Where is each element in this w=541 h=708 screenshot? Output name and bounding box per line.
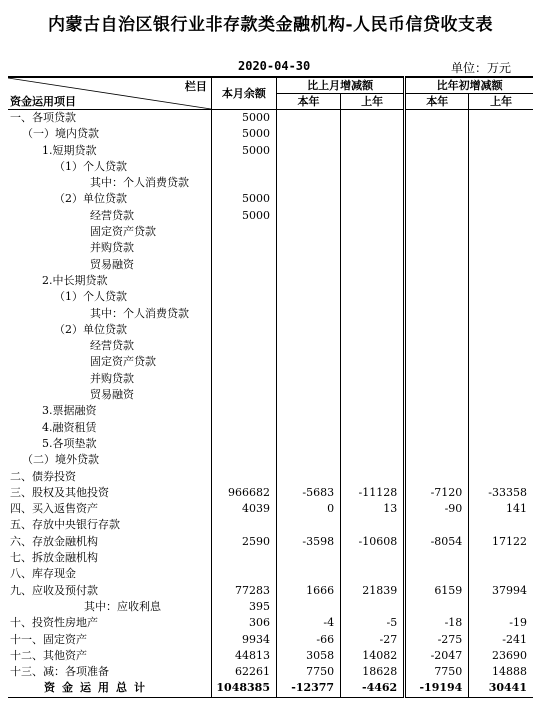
table-row [8, 599, 533, 615]
mom-last-year-cell [341, 110, 405, 127]
row-label: 其中：应收利息 [84, 599, 161, 613]
ytd-this-year-cell [405, 517, 469, 533]
table-row [8, 175, 533, 191]
ytd-last-year-cell [469, 517, 533, 533]
table-row [8, 566, 533, 582]
balance-cell: 9934 [211, 632, 276, 648]
table-row [8, 534, 533, 550]
ytd-last-year-cell: 17122 [469, 534, 533, 550]
mom-last-year-cell: -11128 [341, 485, 405, 501]
ytd-this-year-cell: -19194 [405, 680, 469, 697]
balance-cell [211, 517, 276, 533]
table-row [8, 403, 533, 419]
table-row [8, 387, 533, 403]
ytd-this-year-cell [405, 257, 469, 273]
mom-last-year-cell [341, 420, 405, 436]
mom-this-year-cell: 3058 [276, 648, 340, 664]
balance-cell [211, 273, 276, 289]
ytd-last-year-cell [469, 469, 533, 485]
corner-top-label: 栏目 [184, 80, 207, 93]
ytd-this-year-cell: -275 [405, 632, 469, 648]
mom-last-year-cell [341, 387, 405, 403]
mom-this-year-cell [276, 550, 340, 566]
ytd-this-year-cell [405, 110, 469, 127]
mom-last-year-cell [341, 599, 405, 615]
mom-last-year-cell [341, 159, 405, 175]
ytd-last-year-cell: -19 [469, 615, 533, 631]
mom-this-year-cell: 1666 [276, 583, 340, 599]
balance-cell [211, 322, 276, 338]
mom-this-year-cell [276, 403, 340, 419]
corner-header [8, 77, 211, 110]
row-label: 其中：个人消费贷款 [90, 306, 189, 320]
mom-this-year-cell [276, 436, 340, 452]
ytd-last-year-cell: 30441 [469, 680, 533, 697]
balance-cell [211, 469, 276, 485]
mom-this-year-cell [276, 159, 340, 175]
mom-last-year-cell [341, 224, 405, 240]
mom-this-year-cell [276, 371, 340, 387]
row-label: 三、股权及其他投资 [10, 485, 109, 499]
balance-cell: 4039 [211, 501, 276, 517]
ytd-this-year-cell: 7750 [405, 664, 469, 680]
ytd-last-year-cell [469, 322, 533, 338]
table-body [8, 110, 533, 698]
row-label: 十、投资性房地产 [10, 616, 98, 630]
ytd-this-year-cell [405, 126, 469, 142]
row-label: 九、应收及预付款 [10, 583, 98, 597]
mom-last-year-cell: 14082 [341, 648, 405, 664]
report-table [8, 76, 533, 698]
ytd-this-year-cell [405, 306, 469, 322]
table-row [8, 224, 533, 240]
row-label: （1）个人贷款 [54, 159, 127, 173]
row-label: 固定资产贷款 [90, 355, 156, 369]
row-label: 贸易融资 [90, 257, 134, 271]
row-label: 其中：个人消费贷款 [90, 176, 189, 190]
ytd-last-year-cell [469, 273, 533, 289]
mom-last-year-cell [341, 354, 405, 370]
mom-this-year-cell [276, 273, 340, 289]
mom-last-year-cell [341, 338, 405, 354]
table-row [8, 289, 533, 305]
ytd-last-year-cell [469, 289, 533, 305]
mom-last-year-cell [341, 371, 405, 387]
row-label: 十一、固定资产 [10, 632, 87, 646]
report-title: 内蒙古自治区银行业非存款类金融机构-人民币信贷收支表 [47, 15, 494, 35]
mom-last-year-cell: -4462 [341, 680, 405, 697]
table-row [8, 306, 533, 322]
balance-cell [211, 338, 276, 354]
mom-last-year-cell [341, 517, 405, 533]
total-row [8, 680, 533, 697]
balance-cell [211, 306, 276, 322]
row-label: 1.短期贷款 [42, 143, 97, 157]
ytd-this-year-cell [405, 387, 469, 403]
ytd-this-year-cell [405, 469, 469, 485]
balance-cell: 5000 [211, 143, 276, 159]
ytd-last-year-cell [469, 208, 533, 224]
row-label: 经营贷款 [90, 339, 134, 353]
mom-this-year-cell [276, 387, 340, 403]
table-row [8, 632, 533, 648]
mom-last-year-cell [341, 322, 405, 338]
ytd-last-year-cell [469, 599, 533, 615]
table-row [8, 420, 533, 436]
row-label: 六、存放金融机构 [10, 534, 98, 548]
row-label: 七、拆放金融机构 [10, 551, 98, 565]
mom-this-year-cell [276, 257, 340, 273]
mom-this-year-cell [276, 175, 340, 191]
ytd-this-year-cell [405, 289, 469, 305]
mom-last-year-cell [341, 550, 405, 566]
ytd-this-year-cell [405, 599, 469, 615]
ytd-this-year-cell: -2047 [405, 648, 469, 664]
table-row [8, 208, 533, 224]
balance-cell: 62261 [211, 664, 276, 680]
mom-this-year-cell [276, 338, 340, 354]
ytd-last-year-cell: -241 [469, 632, 533, 648]
balance-cell [211, 257, 276, 273]
table-row [8, 615, 533, 631]
balance-cell: 2590 [211, 534, 276, 550]
ytd-last-year-cell [469, 306, 533, 322]
ytd-last-year-cell [469, 354, 533, 370]
row-label: （一）境内贷款 [22, 127, 99, 141]
table-row [8, 583, 533, 599]
total-label: 资金运用总计 [8, 680, 211, 697]
row-label: 2.中长期贷款 [42, 273, 108, 287]
ytd-this-year-cell [405, 566, 469, 582]
mom-this-year-cell: -3598 [276, 534, 340, 550]
balance-cell: 5000 [211, 110, 276, 127]
table-row [8, 501, 533, 517]
mom-last-year-cell [341, 175, 405, 191]
table-row [8, 240, 533, 256]
mom-last-year-cell [341, 436, 405, 452]
mom-this-year-cell: -4 [276, 615, 340, 631]
table-row [8, 257, 533, 273]
row-label: 并购贷款 [90, 371, 134, 385]
row-label: 并购贷款 [90, 241, 134, 255]
row-label: 一、各项贷款 [10, 111, 76, 124]
ytd-last-year-cell: 37994 [469, 583, 533, 599]
mom-this-year-cell [276, 143, 340, 159]
ytd-this-year-cell [405, 436, 469, 452]
table-row [8, 436, 533, 452]
ytd-last-year-cell [469, 126, 533, 142]
table-row [8, 273, 533, 289]
row-label: 3.票据融资 [42, 404, 97, 418]
balance-cell [211, 159, 276, 175]
ytd-this-year-cell: 6159 [405, 583, 469, 599]
row-label: 固定资产贷款 [90, 225, 156, 239]
balance-cell [211, 175, 276, 191]
row-label: 五、存放中央银行存款 [10, 518, 120, 532]
ytd-this-year-cell [405, 208, 469, 224]
balance-cell: 44813 [211, 648, 276, 664]
ytd-last-year-cell: -33358 [469, 485, 533, 501]
mom-this-year-cell [276, 452, 340, 468]
mom-last-year-cell [341, 403, 405, 419]
balance-cell [211, 354, 276, 370]
mom-last-year-cell [341, 257, 405, 273]
balance-cell [211, 566, 276, 582]
table-row [8, 517, 533, 533]
balance-cell: 5000 [211, 191, 276, 207]
unit-label: 单位：万元 [450, 61, 511, 75]
ytd-last-year-cell [469, 143, 533, 159]
balance-cell [211, 371, 276, 387]
mom-this-year-cell: -5683 [276, 485, 340, 501]
ytd-this-year-cell [405, 550, 469, 566]
row-label: 八、库存现金 [10, 567, 76, 581]
ytd-last-year-cell: 14888 [469, 664, 533, 680]
balance-cell: 77283 [211, 583, 276, 599]
ytd-last-year-cell [469, 566, 533, 582]
ytd-this-year-cell [405, 354, 469, 370]
table-row [8, 338, 533, 354]
balance-cell [211, 224, 276, 240]
mom-this-year-cell [276, 599, 340, 615]
report-table-wrap [8, 76, 533, 698]
row-label: 十三、减：各项准备 [10, 665, 109, 679]
ytd-this-year-cell [405, 338, 469, 354]
table-row [8, 550, 533, 566]
mom-this-year-cell [276, 191, 340, 207]
group1-header: 比上月增减额 [276, 77, 404, 94]
mom-last-year-cell [341, 126, 405, 142]
table-row [8, 322, 533, 338]
ytd-last-year-cell [469, 338, 533, 354]
ytd-this-year-cell [405, 175, 469, 191]
mom-last-year-cell: 13 [341, 501, 405, 517]
ytd-this-year-cell: -8054 [405, 534, 469, 550]
g1-this-year-header: 本年 [276, 94, 340, 110]
row-label: （1）个人贷款 [54, 290, 127, 304]
col-balance-header: 本月余额 [211, 77, 276, 110]
mom-this-year-cell: -66 [276, 632, 340, 648]
mom-last-year-cell [341, 208, 405, 224]
ytd-this-year-cell [405, 371, 469, 387]
mom-last-year-cell [341, 273, 405, 289]
ytd-last-year-cell [469, 420, 533, 436]
mom-this-year-cell: 0 [276, 501, 340, 517]
balance-cell: 5000 [211, 126, 276, 142]
table-row [8, 485, 533, 501]
mom-this-year-cell [276, 289, 340, 305]
balance-cell [211, 550, 276, 566]
row-label: （二）境外贷款 [22, 453, 99, 467]
table-row [8, 159, 533, 175]
row-label: 二、债券投资 [10, 469, 76, 483]
ytd-this-year-cell [405, 322, 469, 338]
mom-this-year-cell [276, 322, 340, 338]
balance-cell: 5000 [211, 208, 276, 224]
g1-last-year-header: 上年 [341, 94, 405, 110]
mom-last-year-cell: -5 [341, 615, 405, 631]
ytd-last-year-cell [469, 159, 533, 175]
report-date: 2020-04-30 [238, 59, 311, 73]
mom-this-year-cell [276, 208, 340, 224]
balance-cell [211, 240, 276, 256]
ytd-this-year-cell [405, 240, 469, 256]
balance-cell [211, 403, 276, 419]
ytd-last-year-cell [469, 387, 533, 403]
table-row [8, 191, 533, 207]
mom-last-year-cell: -10608 [341, 534, 405, 550]
balance-cell [211, 387, 276, 403]
ytd-last-year-cell [469, 240, 533, 256]
table-row [8, 469, 533, 485]
ytd-this-year-cell [405, 191, 469, 207]
mom-last-year-cell [341, 452, 405, 468]
row-label: 5.各项垫款 [42, 436, 97, 450]
mom-last-year-cell [341, 306, 405, 322]
ytd-this-year-cell [405, 420, 469, 436]
mom-this-year-cell: -12377 [276, 680, 340, 697]
ytd-last-year-cell: 23690 [469, 648, 533, 664]
ytd-last-year-cell [469, 191, 533, 207]
mom-this-year-cell [276, 224, 340, 240]
ytd-this-year-cell [405, 452, 469, 468]
mom-this-year-cell [276, 306, 340, 322]
row-label: 经营贷款 [90, 208, 134, 222]
mom-this-year-cell [276, 240, 340, 256]
balance-cell [211, 436, 276, 452]
table-row [8, 126, 533, 142]
mom-last-year-cell: 18628 [341, 664, 405, 680]
table-row [8, 354, 533, 370]
ytd-this-year-cell [405, 273, 469, 289]
ytd-last-year-cell [469, 403, 533, 419]
table-row [8, 371, 533, 387]
balance-cell: 1048385 [211, 680, 276, 697]
mom-last-year-cell [341, 191, 405, 207]
mom-last-year-cell [341, 289, 405, 305]
table-row [8, 143, 533, 159]
mom-last-year-cell [341, 469, 405, 485]
balance-cell [211, 452, 276, 468]
ytd-this-year-cell [405, 224, 469, 240]
row-label: 4.融资租赁 [42, 420, 97, 434]
ytd-this-year-cell: -18 [405, 615, 469, 631]
balance-cell: 306 [211, 615, 276, 631]
mom-this-year-cell: 7750 [276, 664, 340, 680]
mom-this-year-cell [276, 110, 340, 127]
ytd-last-year-cell: 141 [469, 501, 533, 517]
ytd-last-year-cell [469, 110, 533, 127]
ytd-this-year-cell: -7120 [405, 485, 469, 501]
ytd-last-year-cell [469, 371, 533, 387]
row-label: （2）单位贷款 [54, 192, 127, 206]
ytd-last-year-cell [469, 224, 533, 240]
mom-last-year-cell: 21839 [341, 583, 405, 599]
mom-this-year-cell [276, 420, 340, 436]
table-row [8, 110, 533, 127]
ytd-last-year-cell [469, 175, 533, 191]
row-label: 四、买入返售资产 [10, 502, 98, 516]
mom-last-year-cell [341, 143, 405, 159]
table-row [8, 648, 533, 664]
ytd-last-year-cell [469, 550, 533, 566]
mom-this-year-cell [276, 469, 340, 485]
g2-this-year-header: 本年 [405, 94, 469, 110]
balance-cell [211, 420, 276, 436]
row-label: （2）单位贷款 [54, 322, 127, 336]
ytd-last-year-cell [469, 436, 533, 452]
ytd-this-year-cell [405, 159, 469, 175]
mom-this-year-cell [276, 126, 340, 142]
g2-last-year-header: 上年 [469, 94, 533, 110]
ytd-last-year-cell [469, 452, 533, 468]
ytd-this-year-cell [405, 143, 469, 159]
ytd-last-year-cell [469, 257, 533, 273]
mom-this-year-cell [276, 517, 340, 533]
ytd-this-year-cell: -90 [405, 501, 469, 517]
row-label: 贸易融资 [90, 388, 134, 402]
mom-last-year-cell [341, 240, 405, 256]
row-label: 十二、其他资产 [10, 648, 87, 662]
ytd-this-year-cell [405, 403, 469, 419]
mom-this-year-cell [276, 566, 340, 582]
table-row [8, 664, 533, 680]
balance-cell: 966682 [211, 485, 276, 501]
balance-cell: 395 [211, 599, 276, 615]
mom-this-year-cell [276, 354, 340, 370]
mom-last-year-cell: -27 [341, 632, 405, 648]
group2-header: 比年初增减额 [405, 77, 533, 94]
mom-last-year-cell [341, 566, 405, 582]
table-row [8, 452, 533, 468]
balance-cell [211, 289, 276, 305]
corner-bottom-label: 资金运用项目 [10, 95, 76, 108]
